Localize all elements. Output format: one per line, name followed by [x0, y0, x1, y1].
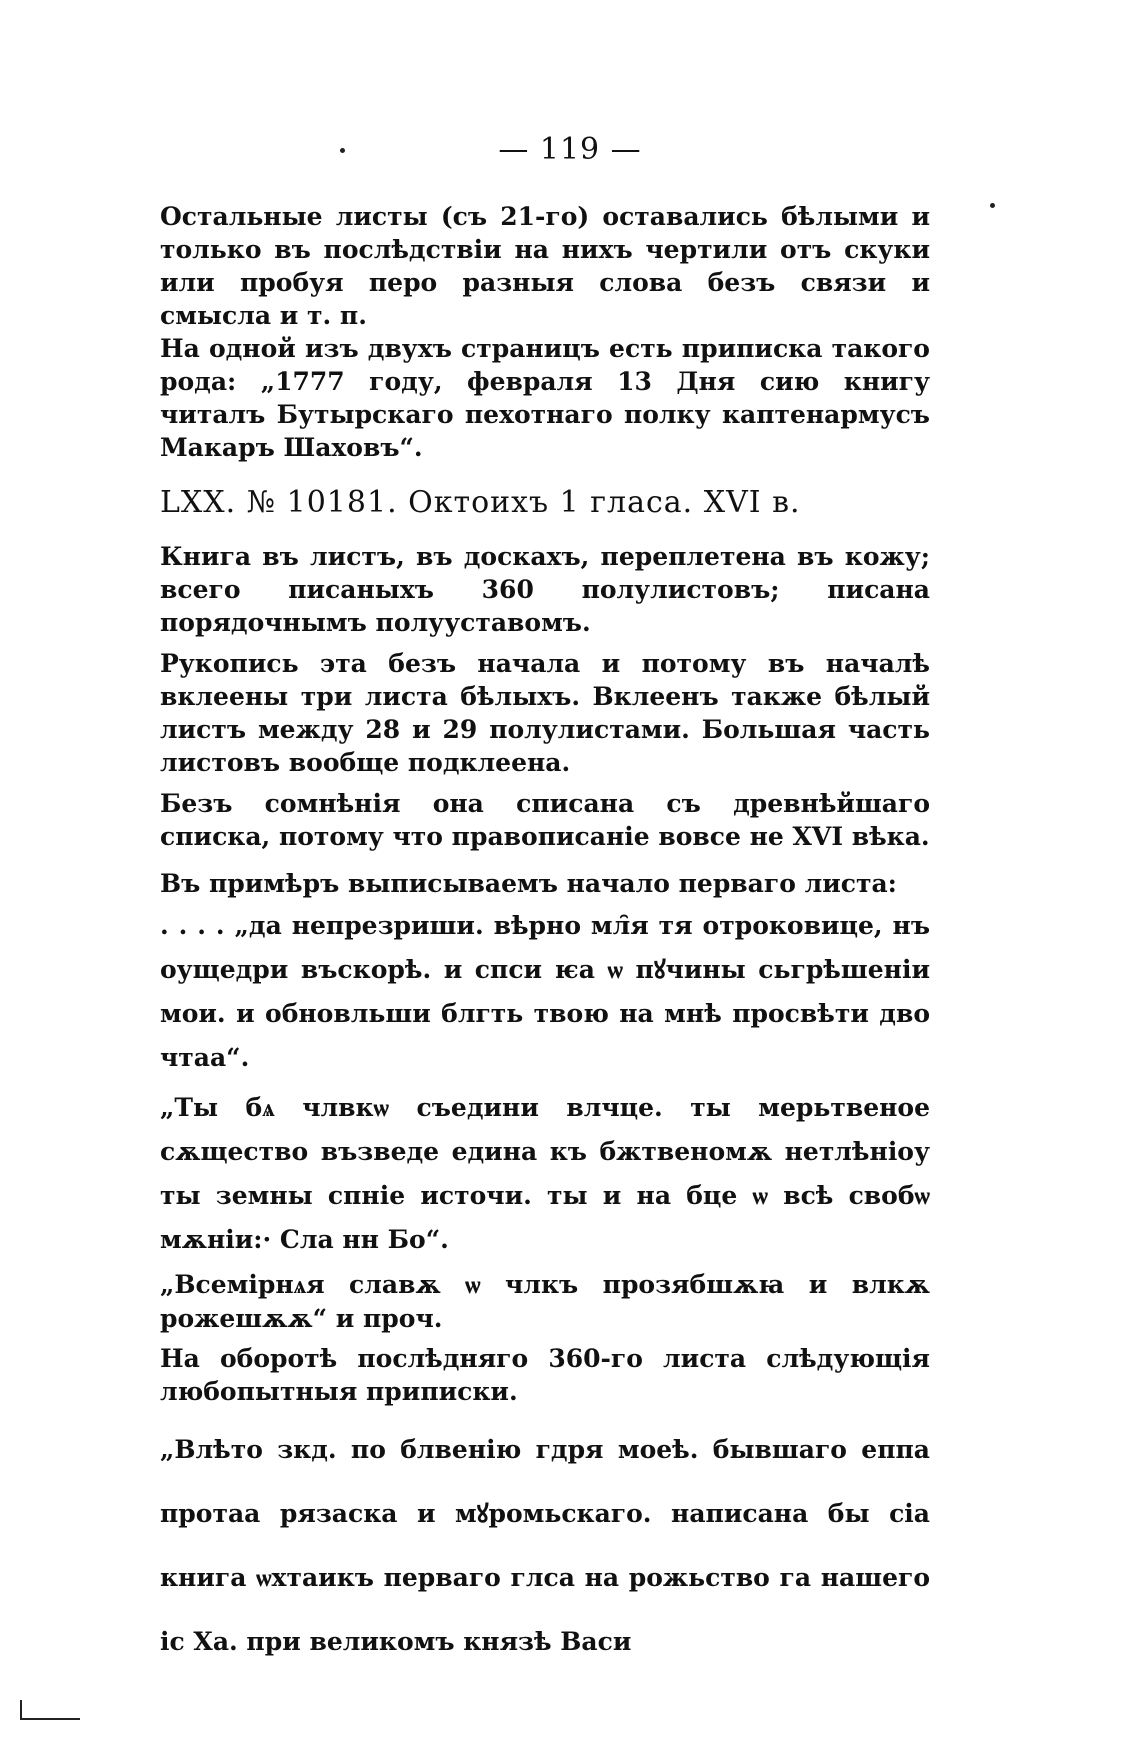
quote-4: „Влѣто зкд. по блвенію гдря моеѣ. бывшаго еппа протаа рязаска и мꙋромьскаго. написана бы сіа книга ѡхтаикъ перваго глса на рожьство га нашего іс Ха. при великомъ князѣ Васи [160, 1435, 930, 1656]
paragraph-1: Остальные листы (съ 21-го) оставались бѣлыми и только въ послѣдствіи на нихъ чертили отъ скуки или пробуя перо разныя слова безъ связи и смысла и т. п. [160, 202, 930, 330]
quote-2: „Ты бѧ члвкѡ съедини влчце. ты мерьтвеное сѫщество възведе едина къ бжтвеномѫ нетлѣніоу ты земны спніе источи. ты и на бце ѡ всѣ свобѡ мѫніи:· Сла нн Бо“. [160, 1093, 930, 1254]
quote-1: . . . . „да непрезриши. вѣрно мл̑я тя отроковице, нъ оущедри въскорѣ. и спси ѥа ѡ пꙋчины сьгрѣшеніи мои. и обновльши блгть твою на мнѣ просвѣти дво чтаа“. [160, 911, 930, 1072]
quote-3: „Всемірнѧя славѫ ѡ члкъ прозябшѫꙗ и влкѫ рожешѫѫ“ и проч. [160, 1270, 930, 1333]
paragraph-6: Въ примѣръ выписываемъ начало перваго листа: [160, 869, 897, 898]
body-text-main [160, 540, 930, 1674]
crop-mark [20, 1718, 80, 1720]
body-text-top [160, 200, 930, 464]
paragraph-4: Рукопись эта безъ начала и потому въ началѣ вклеены три листа бѣлыхъ. Вклеенъ также бѣлый листъ между 28 и 29 полулистами. Большая часть листовъ вообще подклеена. [160, 649, 930, 777]
paragraph-2: На одной изъ двухъ страницъ есть приписка такого рода: „1777 году, февраля 13 Дня сию книгу читалъ Бутырскаго пехотнаго полку каптенармусъ Макаръ Шаховъ“. [160, 334, 930, 462]
page-number: — 119 — [498, 132, 642, 167]
speck [340, 148, 345, 153]
crop-mark [20, 1700, 22, 1720]
paragraph-3: Книга въ листъ, въ доскахъ, переплетена въ кожу; всего писаныхъ 360 полулистовъ; писана порядочнымъ полууставомъ. [160, 542, 930, 637]
paragraph-7: На оборотѣ послѣдняго 360-го листа слѣдующія любопытныя приписки. [160, 1344, 930, 1406]
speck [990, 203, 995, 208]
manuscript-heading: LXX. № 10181. Октоихъ 1 гласа. XVI в. [160, 485, 801, 520]
paragraph-5: Безъ сомнѣнія она списана съ древнѣйшаго списка, потому что правописаніе вовсе не XVI вѣка. [160, 789, 930, 851]
